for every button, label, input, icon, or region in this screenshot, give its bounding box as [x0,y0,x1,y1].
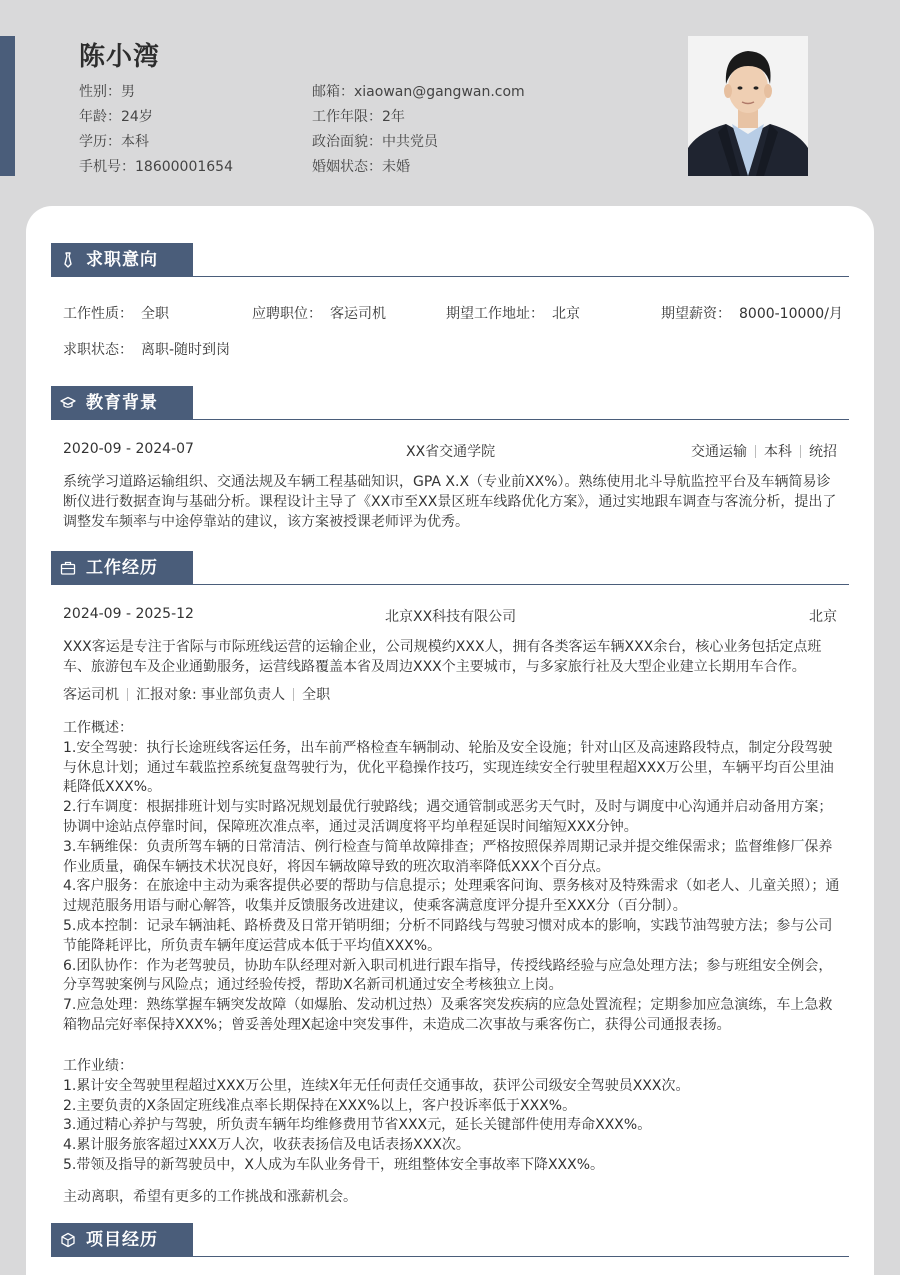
overview-title: 工作概述： [63,720,133,736]
basic-info-left [79,80,233,180]
leave-reason: 主动离职，希望有更多的工作挑战和涨薪机会。 [63,1189,357,1205]
achievement-title: 工作业绩： [63,1058,133,1074]
work-years: 工作年限：2年 [312,109,405,125]
age: 年龄：24岁 [79,109,153,125]
cube-icon [60,1232,76,1248]
gender: 性别：男 [79,84,135,100]
work-period: 2024-09 - 2025-12 [63,606,194,622]
education-details: 交通运输 本科 统招 [691,444,837,460]
education-description: 系统学习道路运输组织、交通法规及车辆工程基础知识，GPA X.X（专业前XX%）。熟练使用北斗导航监控平台及车辆简易诊断仪进行数据查询与基础分析。课程设计主导了《XX市至XX景区班车线路优化方案》，通过实地跟车调查与客流分析，提出了调整发车频率与中途停靠站的建议，该方案被授课老师评为优秀。 [63,474,837,530]
section-title: 教育背景 [51,386,193,420]
list-item: 7.应急处理：熟练掌握车辆突发故障（如爆胎、发动机过热）及乘客突发疾病的应急处置流程；定期参加应急演练，车上急救箱物品完好率保持XXX%；曾妥善处理X起途中突发事件，未造成二次事故与乘客伤亡，获得公司通报表扬。 [63,997,833,1033]
list-item: 1.累计安全驾驶里程超过XXX万公里，连续X年无任何责任交通事故，获评公司级安全驾驶员XXX次。 [63,1077,690,1094]
section-title: 项目经历 [51,1223,193,1257]
candidate-name: 陈小湾 [79,42,161,72]
tie-icon [60,252,76,268]
list-item: 2.行车调度：根据排班计划与实时路况规划最优行驶路线；遇交通管制或恶劣天气时，及时与调度中心沟通并启动备用方案；协调中途站点停靠时间，保障班次准点率，通过灵活调度将平均单程延误时间缩短XXX分钟。 [63,799,833,835]
target-location: 期望工作地址： 北京 [446,306,580,322]
list-item: 3.通过精心养护与驾驶，所负责车辆年均维修费用节省XXX元，延长关键部件使用寿命XXX%。 [63,1117,652,1134]
section-education [51,386,849,420]
basic-info-right [312,80,525,180]
section-project-experience [51,1223,849,1257]
list-item: 5.成本控制：记录车辆油耗、路桥费及日常开销明细；分析不同路线与驾驶习惯对成本的影响，实践节油驾驶方法；参与公司节能降耗评比，所负责车辆年度运营成本低于平均值XXX%。 [63,917,833,954]
work-role-info: 客运司机 汇报对象: 事业部负责人 全职 [63,687,331,703]
section-title: 求职意向 [51,243,193,277]
left-accent-bar [0,36,15,176]
profile-photo [688,36,808,176]
list-item: 1.安全驾驶：执行长途班线客运任务，出车前严格检查车辆制动、轮胎及安全设施；针对山区及高速路段特点，制定分段驾驶与休息计划；通过车载监控系统复盘驾驶行为，优化平稳操作技巧，实现连续安全行驶里程超XXX万公里，车辆平均百公里油耗降低XXX%。 [63,739,834,796]
section-job-intent [51,243,849,277]
work-overview [63,719,843,1036]
list-item: 4.客户服务：在旅途中主动为乘客提供必要的帮助与信息提示；处理乘客问询、票务核对及特殊需求（如老人、儿童关照）；通过规范服务用语与耐心解答，收集并反馈服务改进建议，使乘客满意度评分提升至XXX分（百分制）。 [63,878,840,915]
email: 邮箱：xiaowan@gangwan.com [312,84,525,100]
education-period: 2020-09 - 2024-07 [63,441,194,457]
marital-status: 婚姻状态：未婚 [312,159,410,175]
list-item: 2.主要负责的X条固定班线准点率长期保持在XXX%以上，客户投诉率低于XXX%。 [63,1097,577,1114]
list-item: 6.团队协作：作为老驾驶员，协助车队经理对新入职司机进行跟车指导，传授线路经验与应急处理方法；参与班组安全例会，分享驾驶案例与风险点；通过经验传授，帮助X名新司机通过安全考核独立上岗。 [63,957,833,994]
expected-salary: 期望薪资： 8000-10000/月 [661,306,843,322]
company-name: 北京XX科技有限公司 [385,609,517,625]
company-description: XXX客运是专注于省际与市际班线运营的运输企业，公司规模约XXX人，拥有各类客运车辆XXX余台，核心业务包括定点班车、旅游包车及企业通勤服务，运营线路覆盖本省及周边XXX个主要城市，与多家旅行社及大型企业建立长期用车合作。 [63,639,822,675]
target-position: 应聘职位： 客运司机 [252,306,386,322]
school-name: XX省交通学院 [406,444,496,460]
graduation-cap-icon [60,395,76,411]
job-status: 求职状态： 离职-随时到岗 [63,342,231,358]
work-achievements [63,1057,843,1176]
phone: 手机号：18600001654 [79,159,233,175]
section-work-experience [51,551,849,585]
work-city: 北京 [809,609,837,625]
work-nature: 工作性质： 全职 [63,306,169,322]
list-item: 5.带领及指导的新驾驶员中，X人成为车队业务骨干，班组整体安全事故率下降XXX%。 [63,1156,605,1173]
political-status: 政治面貌：中共党员 [312,134,438,150]
section-title: 工作经历 [51,551,193,585]
briefcase-icon [60,560,76,576]
education-level: 学历：本科 [79,134,149,150]
list-item: 4.累计服务旅客超过XXX万人次，收获表扬信及电话表扬XXX次。 [63,1137,470,1154]
list-item: 3.车辆维保：负责所驾车辆的日常清洁、例行检查与简单故障排查；严格按照保养周期记录并提交维保需求；监督维修厂保养作业质量，确保车辆技术状况良好，将因车辆故障导致的班次取消率降低XXX个百分点。 [63,838,833,875]
